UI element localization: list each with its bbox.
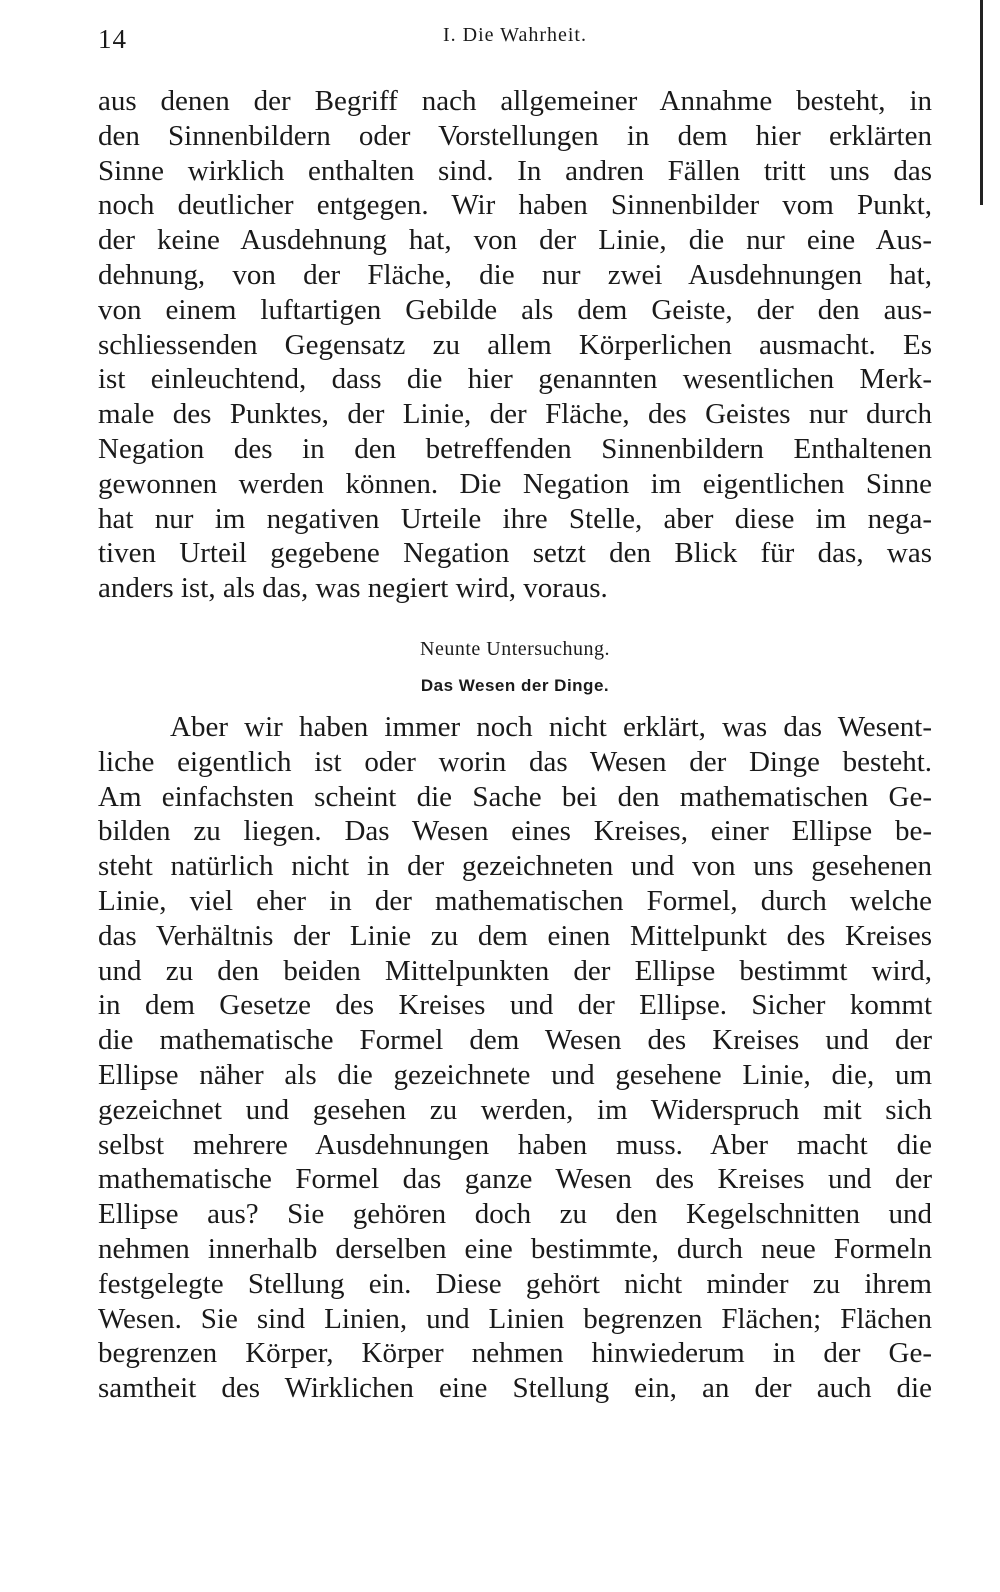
text-line: Wesen. Sie sind Linien, und Linien begrenzen Flächen; Flächen — [98, 1302, 932, 1335]
text-line: festgelegte Stellung ein. Diese gehört nicht minder zu ihrem — [98, 1267, 932, 1300]
text-line: Aber wir haben immer noch nicht erklärt, was das Wesent- — [170, 711, 932, 743]
text-line: nehmen innerhalb derselben eine bestimmte, durch neue Formeln — [98, 1232, 932, 1265]
text-line: die mathematische Formel dem Wesen des Kreises und der — [98, 1024, 932, 1057]
text-line: Negation des in den betreffenden Sinnenbildern Enthaltenen — [98, 432, 932, 465]
text-line: hat nur im negativen Urteile ihre Stelle, aber diese im nega- — [98, 502, 932, 535]
text-line: in dem Gesetze des Kreises und der Ellipse. Sicher kommt — [98, 989, 932, 1022]
running-title: I. Die Wahrheit. — [443, 24, 587, 46]
text-line: den Sinnenbildern oder Vorstellungen in dem hier erklärten — [98, 119, 932, 152]
section-label: Neunte Untersuchung. — [420, 638, 610, 660]
text-line: steht natürlich nicht in der gezeichneten und von uns gesehenen — [98, 850, 932, 883]
text-line: tiven Urteil gegebene Negation setzt den Blick für das, was — [98, 537, 932, 570]
text-line: Linie, viel eher in der mathematischen Formel, durch welche — [98, 884, 932, 917]
text-line: Ellipse näher als die gezeichnete und gesehene Linie, die, um — [98, 1058, 932, 1091]
running-header — [98, 18, 932, 54]
text-line: der keine Ausdehnung hat, von der Linie, die nur eine Aus- — [98, 224, 932, 257]
text-line: ist einleuchtend, dass die hier genannten wesentlichen Merk- — [98, 363, 932, 396]
text-line: schliessenden Gegensatz zu allem Körperlichen ausmacht. Es — [98, 328, 932, 361]
text-line: von einem luftartigen Gebilde als dem Geiste, der den aus- — [98, 293, 932, 326]
text-line: noch deutlicher entgegen. Wir haben Sinnenbilder vom Punkt, — [98, 189, 932, 222]
text-line: mathematische Formel das ganze Wesen des Kreises und der — [98, 1163, 932, 1196]
text-line: liche eigentlich ist oder worin das Wesen der Dinge besteht. — [98, 745, 932, 778]
text-line: gezeichnet und gesehen zu werden, im Widerspruch mit sich — [98, 1093, 932, 1126]
text-line: samtheit des Wirklichen eine Stellung ein, an der auch die — [98, 1372, 932, 1405]
page-number: 14 — [98, 24, 127, 54]
text-line: dehnung, von der Fläche, die nur zwei Ausdehnungen hat, — [98, 258, 932, 291]
text-line: Am einfachsten scheint die Sache bei den mathematischen Ge- — [98, 780, 932, 813]
text-line: das Verhältnis der Linie zu dem einen Mittelpunkt des Kreises — [98, 919, 932, 952]
text-line: Ellipse aus? Sie gehören doch zu den Kegelschnitten und — [98, 1198, 932, 1231]
paragraph-continued — [98, 84, 932, 606]
paragraph-section-body — [98, 710, 932, 1406]
text-line: begrenzen Körper, Körper nehmen hinwiederum in der Ge- — [98, 1337, 932, 1370]
text-line: Sinne wirklich enthalten sind. In andren Fällen tritt uns das — [98, 154, 932, 187]
text-line: und zu den beiden Mittelpunkten der Ellipse bestimmt wird, — [98, 954, 932, 987]
text-line: aus denen der Begriff nach allgemeiner Annahme besteht, in — [98, 85, 932, 117]
page-edge-rule — [980, 0, 983, 205]
text-line: anders ist, als das, was negiert wird, voraus. — [98, 572, 608, 605]
text-line: selbst mehrere Ausdehnungen haben muss. Aber macht die — [98, 1128, 932, 1161]
text-line: bilden zu liegen. Das Wesen eines Kreises, einer Ellipse be- — [98, 815, 932, 848]
text-line: gewonnen werden können. Die Negation im eigentlichen Sinne — [98, 467, 932, 500]
text-line: male des Punktes, der Linie, der Fläche, des Geistes nur durch — [98, 398, 932, 431]
section-title: Das Wesen der Dinge. — [420, 676, 610, 695]
